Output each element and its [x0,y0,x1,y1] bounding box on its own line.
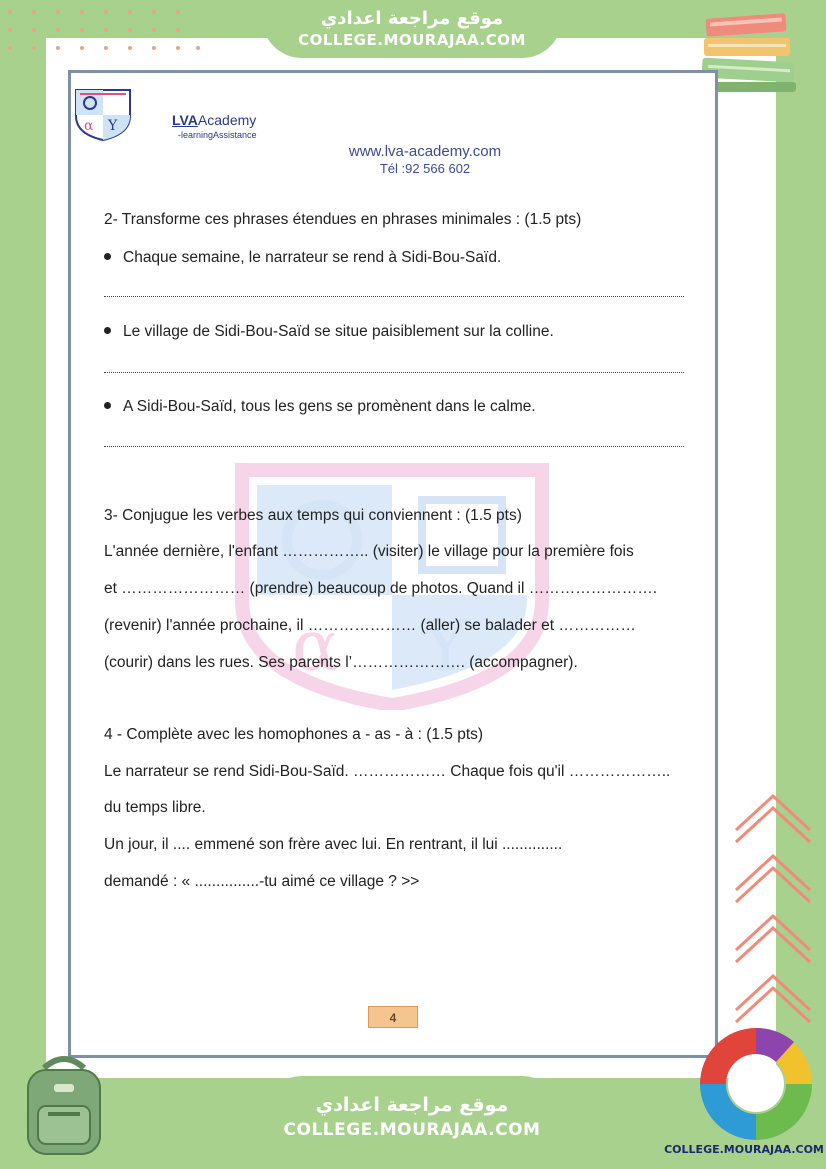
answer-line[interactable] [104,446,684,447]
lva-shield-logo-icon [72,86,134,142]
page-number: 4 [368,1006,418,1028]
svg-text:Y: Y [422,605,469,687]
q3-line: et …………………… (prendre) beaucoup de photos. Quand il ……………………. [104,580,658,597]
footer-site[interactable]: COLLEGE.MOURAJAA.COM [283,1120,541,1140]
q2-title: 2- Transforme ces phrases étendues en phrases minimales : (1.5 pts) [104,211,582,228]
chevron-up-icon [728,790,818,1050]
svg-text:α: α [84,118,94,134]
banner-arabic: موقع مراجعة اعدادي [320,8,504,29]
brand-name: LVAAcademy [172,112,257,128]
answer-line[interactable] [104,372,684,373]
phone-number: Tél :92 566 602 [379,161,471,176]
q4-line: Un jour, il .... emmené son frère avec lui. En rentrant, il lui .............. [104,836,563,853]
answer-line[interactable] [104,296,684,297]
q4-title: 4 - Complète avec les homophones a - as - à : (1.5 pts) [104,726,484,743]
q4-line: du temps libre. [104,799,206,816]
q2-item: Le village de Sidi-Bou-Saïd se situe paisiblement sur la colline. [104,323,554,341]
q2-item: Chaque semaine, le narrateur se rend à Sidi-Bou-Saïd. [104,249,501,267]
bullet-icon [104,402,111,409]
q3-title: 3- Conjugue les verbes aux temps qui conviennent : (1.5 pts) [104,507,522,524]
banner-site[interactable]: COLLEGE.MOURAJAA.COM [298,31,526,49]
q4-line: Le narrateur se rend Sidi-Bou-Saïd. ……………… Chaque fois qu'il ……………….. [104,763,671,780]
subjects-wheel-icon [696,1024,816,1144]
corner-site-label[interactable]: COLLEGE.MOURAJAA.COM [664,1143,824,1156]
top-banner [262,0,562,58]
q4-line: demandé : « ...............-tu aimé ce village ? >> [104,873,420,890]
backpack-icon [14,1050,114,1160]
decorative-dots [0,0,210,60]
bullet-icon [104,253,111,260]
svg-text:α: α [292,605,340,687]
footer-arabic: موقع مراجعة اعدادي [315,1094,509,1116]
bullet-icon [104,327,111,334]
q3-line: (courir) dans les rues. Ses parents l’…………………. (accompagner). [104,654,578,671]
q2-item: A Sidi-Bou-Saïd, tous les gens se promènent dans le calme. [104,398,536,416]
q3-line: (revenir) l'année prochaine, il ………………… (aller) se balader et …………… [104,617,636,634]
bottom-banner [262,1076,562,1169]
q3-line: L'année dernière, l'enfant …………….. (visiter) le village pour la première fois [104,543,634,560]
website-url[interactable]: www.lva-academy.com [348,143,502,160]
svg-text:Y: Y [108,118,118,134]
brand-subtitle: -learningAssistance [178,130,257,140]
